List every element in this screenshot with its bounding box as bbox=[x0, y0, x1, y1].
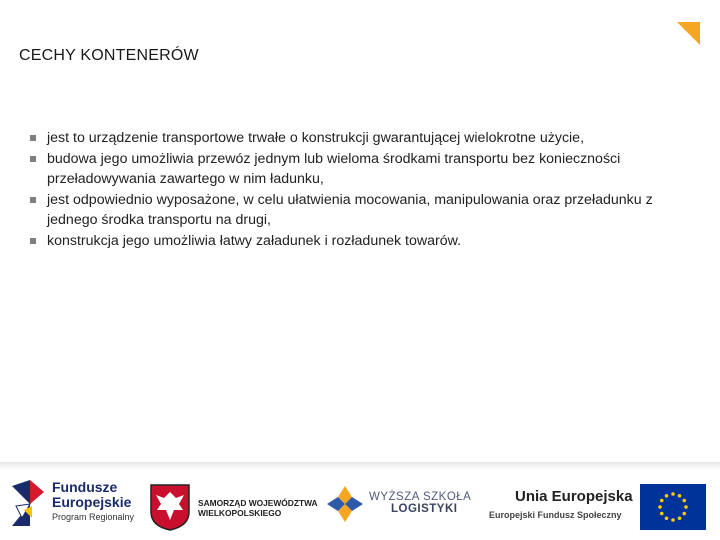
eu-star bbox=[665, 494, 669, 498]
fundusze-star-icon bbox=[10, 478, 50, 528]
eu-star bbox=[682, 512, 686, 516]
wsl-diamond-icon bbox=[325, 484, 365, 524]
wsl-line1: WYŻSZA SZKOŁA bbox=[369, 491, 472, 503]
eu-star bbox=[660, 512, 664, 516]
samorzad-line1: SAMORZĄD WOJEWÓDZTWA bbox=[198, 498, 318, 508]
wsl-logo bbox=[325, 484, 495, 530]
eu-star bbox=[658, 505, 662, 509]
samorzad-line2: WIELKOPOLSKIEGO bbox=[198, 508, 282, 518]
bullet-text: jest to urządzenie transportowe trwałe o konstrukcji gwarantującej wielokrotne użycie, bbox=[47, 130, 585, 146]
eu-star bbox=[665, 516, 669, 520]
ue-line2: Europejski Fundusz Społeczny bbox=[489, 510, 622, 520]
list-item bbox=[30, 128, 690, 149]
footer-divider bbox=[0, 462, 720, 470]
unia-europejska-label bbox=[485, 488, 635, 528]
fundusze-europejskie-logo bbox=[10, 478, 150, 532]
bullet-text: budowa jego umożliwia przewóz jednym lub wieloma środkami transportu bez konieczności przeładowywania zawartego w nim ładunku, bbox=[47, 150, 621, 187]
corner-triangle-icon bbox=[677, 22, 700, 45]
slide-title: CECHY KONTENERÓW bbox=[19, 47, 199, 64]
bullet-text: konstrukcja jego umożliwia łatwy załadunek i rozładunek towarów. bbox=[47, 232, 462, 249]
wsl-line2: LOGISTYKI bbox=[391, 503, 458, 515]
list-item bbox=[30, 190, 690, 231]
bullet-list bbox=[30, 128, 690, 251]
eu-star bbox=[671, 492, 675, 496]
eu-star bbox=[671, 518, 675, 522]
eu-star bbox=[684, 505, 688, 509]
eu-flag-icon bbox=[640, 484, 706, 530]
eu-star bbox=[660, 499, 664, 503]
fundusze-line3: Program Regionalny bbox=[52, 512, 135, 522]
bullet-square-icon bbox=[30, 135, 36, 141]
logo-footer bbox=[0, 462, 720, 540]
eu-flag bbox=[640, 484, 710, 530]
list-item bbox=[30, 231, 690, 252]
bullet-text: jest odpowiednio wyposażone, w celu ułatwienia mocowania, manipulowania oraz przeładunku z jednego środka transportu na drugi, bbox=[47, 191, 653, 228]
bullet-square-icon bbox=[30, 197, 36, 203]
fundusze-line1: Fundusze bbox=[52, 479, 118, 495]
eu-star bbox=[678, 494, 682, 498]
eu-star bbox=[682, 499, 686, 503]
samorzad-logo bbox=[148, 482, 328, 532]
bullet-square-icon bbox=[30, 156, 36, 162]
eu-star bbox=[678, 516, 682, 520]
eagle-shield-icon bbox=[148, 482, 192, 532]
ue-line1: Unia Europejska bbox=[515, 488, 633, 505]
fundusze-line2: Europejskie bbox=[52, 494, 132, 510]
list-item bbox=[30, 149, 690, 190]
bullet-square-icon bbox=[30, 238, 36, 244]
